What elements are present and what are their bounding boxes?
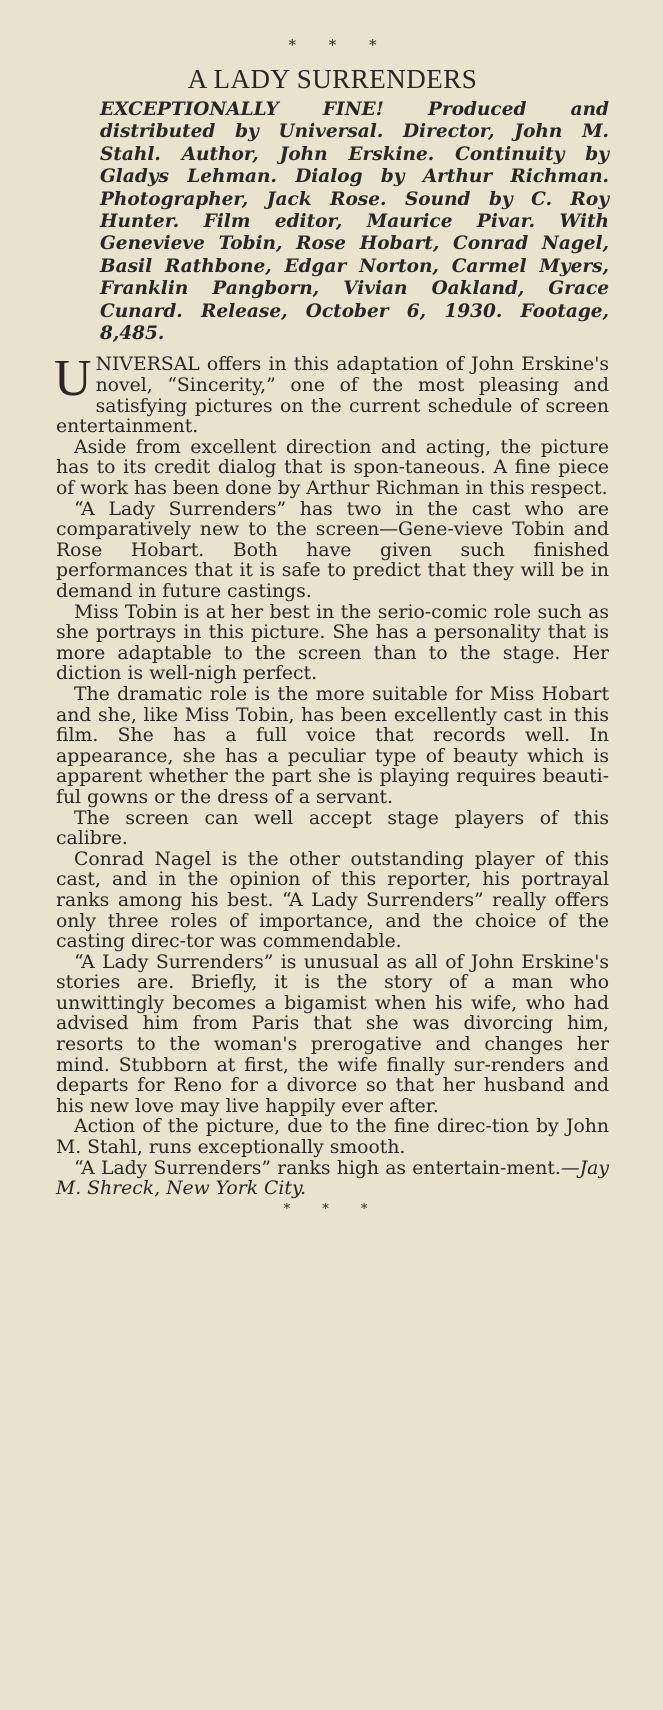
ornament-top: * * * — [288, 36, 391, 54]
paragraph-4: Miss Tobin is at her best in the serio-comic role such as she portrays in this picture. She has a personality that is more adaptable to the screen than to the stage. Her diction is well-nigh perfect. — [56, 601, 609, 685]
paragraph-1 — [54, 350, 609, 438]
ornament-bottom: * * * — [283, 1201, 382, 1217]
paragraph-10-text: “A Lady Surrenders” ranks high as entertain-ment. — [74, 1157, 561, 1179]
paragraph-1-text: NIVERSAL offers in this adaptation of John Erskine's novel, “Sincerity,” one of the most pleasing and satisfying pictures on the current schedule of screen entertainment. — [56, 354, 609, 438]
paragraph-7: Conrad Nagel is the other outstanding player of this cast, and in the opinion of this reporter, his portrayal ranks among his best. “A Lady Surrenders” really offers only three roles of importance, and the choice of the casting direc-tor was commendable. — [56, 848, 609, 953]
paragraph-5: The dramatic role is the more suitable for Miss Hobart and she, like Miss Tobin, has been excellently cast in this film. She has a full voice that records well. In appearance, she has a peculiar type of beauty which is apparent whether the part she is playing requires beauti-ful gowns or the dress of a servant. — [56, 683, 609, 808]
drop-cap: U — [54, 350, 92, 408]
paragraph-10 — [56, 1159, 609, 1200]
paragraph-2: Aside from excellent direction and acting, the picture has to its credit dialog that is spon-taneous. A fine piece of work has been done by Arthur Richman in this respect. — [56, 436, 609, 500]
paragraph-6: The screen can well accept stage players of this calibre. — [56, 807, 609, 850]
reviewer-signoff: —Jay M. Shreck, New York City. — [56, 1157, 609, 1200]
credits-block: EXCEPTIONALLY FINE! Produced and distributed by Universal. Director, John M. Stahl. Author, John Erskine. Continuity by Gladys Lehman. Dialog by Arthur Richman. Photographer, Jack Rose. Sound by C. Roy Hunter. Film editor, Maurice Pivar. With Genevieve Tobin, Rose Hobart, Conrad Nagel, Basil Rathbone, Edgar Norton, Carmel Myers, Franklin Pangborn, Vivian Oakland, Grace Cunard. Release, October 6, 1930. Footage, 8,485. — [100, 99, 609, 345]
paragraph-9: Action of the picture, due to the fine direc-tion by John M. Stahl, runs exceptionally smooth. — [56, 1116, 609, 1159]
paragraph-8: “A Lady Surrenders” is unusual as all of John Erskine's stories are. Briefly, it is the story of a man who unwittingly becomes a bigamist when his wife, who had advised him from Paris that she was divorcing him, resorts to the woman's prerogative and changes her mind. Stubborn at first, the wife finally sur-renders and departs for Reno for a divorce so that her husband and his new love may live happily ever after. — [56, 951, 609, 1117]
review-title: A LADY SURRENDERS — [187, 64, 478, 94]
review-body — [54, 350, 609, 1200]
paragraph-3: “A Lady Surrenders” has two in the cast who are comparatively new to the screen—Gene-vieve Tobin and Rose Hobart. Both have given such finished performances that it is safe to predict that they will be in demand in future castings. — [56, 498, 609, 602]
